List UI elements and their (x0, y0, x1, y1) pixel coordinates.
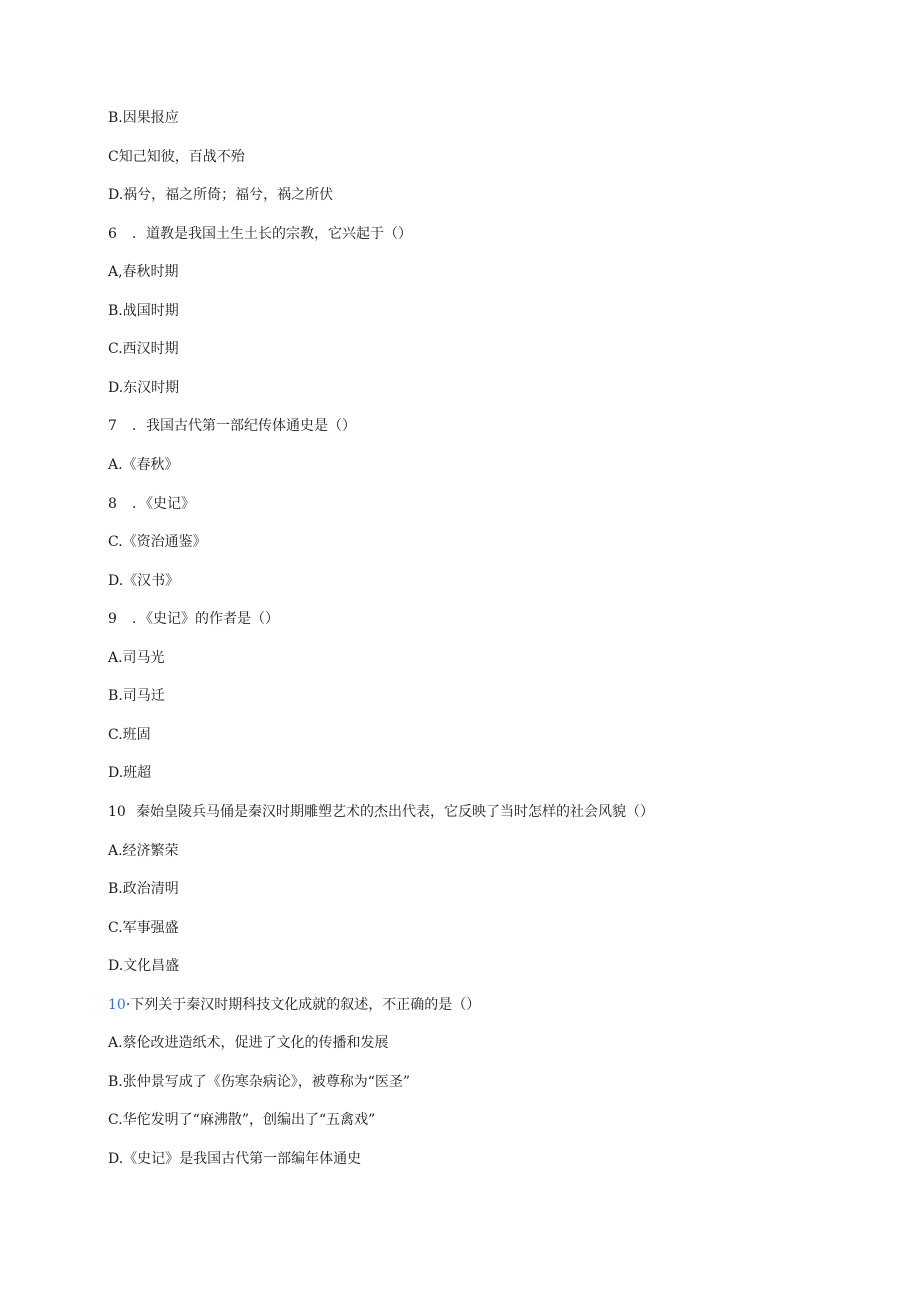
question-line (108, 494, 195, 514)
question-line (108, 416, 356, 436)
question-text: ·下列关于秦汉时期科技文化成就的叙述，不正确的是（） (125, 997, 481, 1013)
option-line: C.华佗发明了“麻沸散”，创编出了“五禽戏” (108, 1112, 376, 1128)
question-line (108, 609, 279, 629)
question-number: 7 (108, 418, 117, 434)
option-line: D.东汉时期 (108, 380, 180, 396)
question-text: ．《史记》 (132, 496, 195, 512)
option-line: D.祸兮，福之所倚；福兮，祸之所伏 (108, 187, 334, 203)
question-number: 9 (108, 611, 117, 627)
option-line: A.经济繁荣 (108, 843, 179, 859)
option-line: C.班固 (108, 727, 151, 743)
question-number: 10 (108, 997, 126, 1013)
option-line: B.政治清明 (108, 881, 179, 897)
question-text: ．道教是我国土生土长的宗教，它兴起于（） (132, 226, 412, 242)
option-line: A.蔡伦改进造纸术，促进了文化的传播和发展 (108, 1035, 389, 1051)
option-line: B.因果报应 (108, 110, 179, 126)
option-line: C知己知彼，百战不殆 (108, 149, 245, 165)
option-line: C.军事强盛 (108, 920, 179, 936)
option-line: B.战国时期 (108, 303, 179, 319)
option-line: D.班超 (108, 765, 152, 781)
question-text: ．《史记》的作者是（） (132, 611, 279, 627)
question-number: 10 (108, 804, 126, 820)
option-line: D.文化昌盛 (108, 958, 180, 974)
question-line (108, 224, 412, 244)
option-line: A.司马光 (108, 650, 165, 666)
option-line: A,春秋时期 (108, 264, 179, 280)
option-line: D.《史记》是我国古代第一部编年体通史 (108, 1151, 362, 1167)
option-line: C.西汉时期 (108, 341, 179, 357)
option-line: D.《汉书》 (108, 573, 180, 589)
option-line: B.张仲景写成了《伤寒杂病论》，被尊称为“医圣” (108, 1074, 411, 1090)
question-text: ．我国古代第一部纪传体通史是（） (132, 418, 356, 434)
question-number: 6 (108, 226, 117, 242)
option-line: A.《春秋》 (108, 457, 179, 473)
option-line: B.司马迁 (108, 688, 165, 704)
question-line (108, 995, 480, 1015)
question-number: 8 (108, 496, 117, 512)
question-text: 秦始皇陵兵马俑是秦汉时期雕塑艺术的杰出代表，它反映了当时怎样的社会风貌（） (136, 804, 654, 820)
option-line: C.《资治通鉴》 (108, 534, 207, 550)
question-line (108, 802, 654, 822)
